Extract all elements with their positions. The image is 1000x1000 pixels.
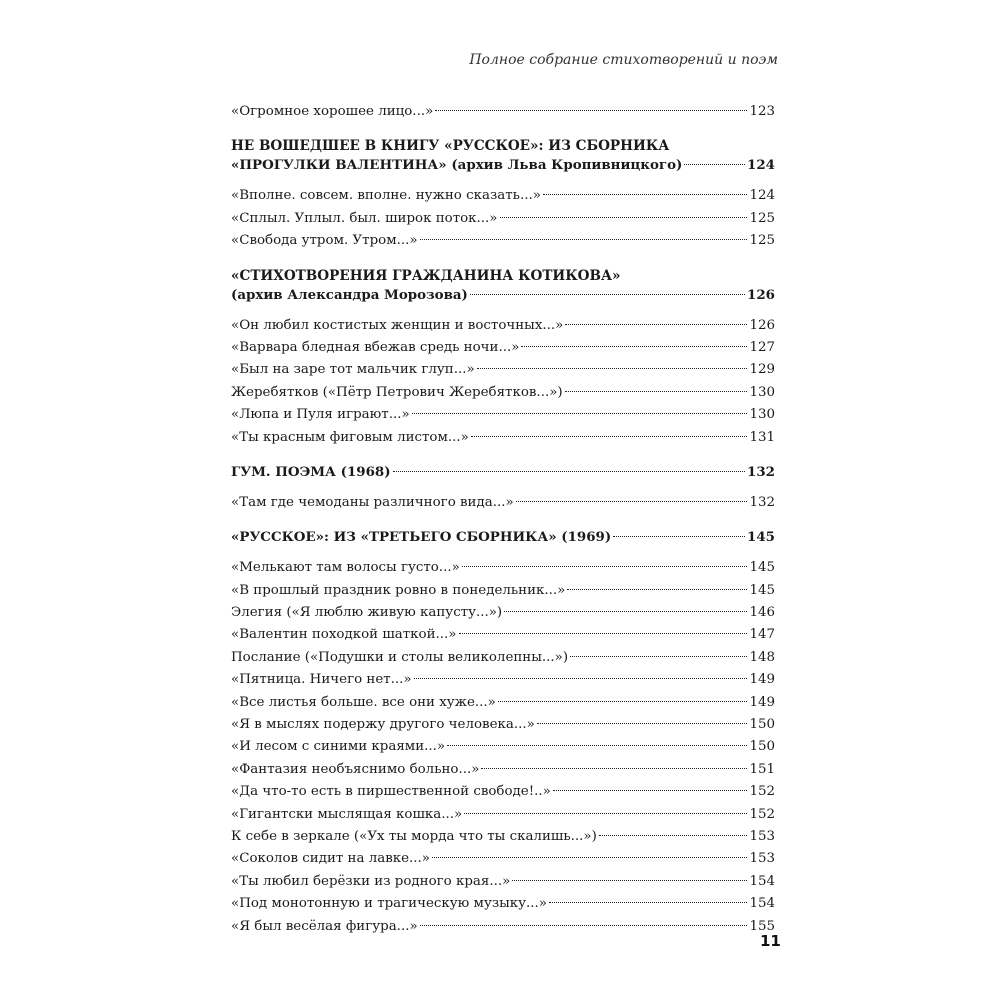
dot-leader xyxy=(565,324,747,325)
entry-page: 126 xyxy=(749,317,775,333)
toc-entry xyxy=(231,315,775,337)
toc-entry xyxy=(231,736,775,758)
section-page: 145 xyxy=(747,529,775,546)
entry-title: «Мелькают там волосы густо...» xyxy=(231,560,460,576)
toc-entry xyxy=(231,557,775,579)
dot-leader xyxy=(447,745,747,746)
section-heading-line: «СТИХОТВОРЕНИЯ ГРАЖДАНИНА КОТИКОВА» xyxy=(231,267,621,284)
entry-page: 123 xyxy=(749,104,775,119)
toc-entry xyxy=(231,230,775,252)
dot-leader xyxy=(420,239,748,240)
toc-entry xyxy=(231,692,775,714)
section-page: 132 xyxy=(747,463,775,480)
entry-title: Послание («Подушки и столы великолепны...») xyxy=(231,649,569,665)
entry-page: 149 xyxy=(749,694,775,710)
entry-title: «Огромное хорошее лицо...» xyxy=(231,104,434,119)
toc-entry xyxy=(231,101,775,123)
entry-page: 154 xyxy=(749,896,775,912)
entry-title: Жеребятков («Пётр Петрович Жеребятков...») xyxy=(231,384,563,400)
entry-page: 131 xyxy=(749,429,775,445)
section-entries xyxy=(231,557,775,938)
section-page: 124 xyxy=(747,157,775,174)
entry-title: К себе в зеркале («Ух ты морда что ты скалишь...») xyxy=(231,828,597,844)
toc-section-heading xyxy=(231,267,775,305)
section-heading-line: «ПРОГУЛКИ ВАЛЕНТИНА» (архив Льва Кропивницкого) xyxy=(231,157,683,174)
entry-page: 125 xyxy=(749,233,775,249)
toc-entry xyxy=(231,624,775,646)
entry-page: 149 xyxy=(749,672,775,688)
dot-leader xyxy=(420,925,748,926)
dot-leader xyxy=(613,536,745,537)
dot-leader xyxy=(477,368,748,369)
entry-title: «Сплыл. Уплыл. был. широк поток...» xyxy=(231,210,498,226)
dot-leader xyxy=(512,880,747,881)
entry-page: 150 xyxy=(749,739,775,755)
dot-leader xyxy=(565,391,748,392)
toc-section-heading xyxy=(231,463,775,482)
page-number: 11 xyxy=(760,932,781,950)
entry-page: 132 xyxy=(749,494,775,510)
dot-leader xyxy=(464,813,747,814)
toc-entry xyxy=(231,580,775,602)
entry-title: «Там где чемоданы различного вида...» xyxy=(231,494,514,510)
dot-leader xyxy=(504,611,747,612)
section-heading-line: НЕ ВОШЕДШЕЕ В КНИГУ «РУССКОЕ»: ИЗ СБОРНИКА xyxy=(231,138,670,155)
dot-leader xyxy=(549,902,747,903)
entry-page: 146 xyxy=(749,605,775,621)
entry-title: «И лесом с синими краями...» xyxy=(231,739,446,755)
entry-title: «Он любил костистых женщин и восточных...» xyxy=(231,317,564,333)
dot-leader xyxy=(553,790,748,791)
entry-title: «Вполне. совсем. вполне. нужно сказать...» xyxy=(231,188,541,204)
table-of-contents xyxy=(231,101,775,938)
entry-title: «Варвара бледная вбежав средь ночи...» xyxy=(231,339,520,355)
toc-entry xyxy=(231,804,775,826)
toc-entry xyxy=(231,427,775,449)
section-entries xyxy=(231,185,775,252)
entry-page: 147 xyxy=(749,627,775,643)
dot-leader xyxy=(393,471,745,472)
dot-leader xyxy=(459,633,748,634)
dot-leader xyxy=(570,656,747,657)
toc-entry xyxy=(231,492,775,514)
entry-title: «Соколов сидит на лавке...» xyxy=(231,851,431,867)
toc-entry xyxy=(231,916,775,938)
dot-leader xyxy=(684,164,745,165)
entry-page: 154 xyxy=(749,873,775,889)
dot-leader xyxy=(462,566,748,567)
toc-section-heading xyxy=(231,137,775,175)
toc-entry xyxy=(231,759,775,781)
entry-page: 130 xyxy=(749,407,775,423)
entry-page: 130 xyxy=(749,384,775,400)
entry-page: 125 xyxy=(749,210,775,226)
entry-title: «Фантазия необъяснимо больно...» xyxy=(231,761,480,777)
dot-leader xyxy=(481,768,747,769)
entry-title: «В прошлый праздник ровно в понедельник...» xyxy=(231,582,566,598)
dot-leader xyxy=(498,701,748,702)
toc-section-heading xyxy=(231,528,775,547)
toc-entry xyxy=(231,714,775,736)
dot-leader xyxy=(567,589,747,590)
toc-entry xyxy=(231,382,775,404)
entry-title: «Ты любил берёзки из родного края...» xyxy=(231,873,511,889)
dot-leader xyxy=(500,217,748,218)
entry-page: 151 xyxy=(749,761,775,777)
entry-title: «Люпа и Пуля играют...» xyxy=(231,407,410,423)
toc-entry xyxy=(231,826,775,848)
entry-page: 152 xyxy=(749,784,775,800)
toc-entry xyxy=(231,185,775,207)
entry-title: «Гигантски мыслящая кошка...» xyxy=(231,806,463,822)
dot-leader xyxy=(470,294,745,295)
running-title: Полное собрание стихотворений и поэм xyxy=(469,52,778,68)
dot-leader xyxy=(543,194,748,195)
entry-page: 155 xyxy=(749,918,775,934)
section-entries xyxy=(231,492,775,514)
toc-entry xyxy=(231,848,775,870)
toc-entry xyxy=(231,359,775,381)
entry-page: 153 xyxy=(749,851,775,867)
dot-leader xyxy=(471,436,748,437)
entry-title: «Я в мыслях подержу другого человека...» xyxy=(231,717,535,733)
toc-entry xyxy=(231,404,775,426)
entry-page: 150 xyxy=(749,717,775,733)
toc-entry xyxy=(231,871,775,893)
entry-title: «Ты красным фиговым листом...» xyxy=(231,429,469,445)
section-heading-line: «РУССКОЕ»: ИЗ «ТРЕТЬЕГО СБОРНИКА» (1969) xyxy=(231,529,612,546)
dot-leader xyxy=(516,501,748,502)
entry-title: «Был на заре тот мальчик глуп...» xyxy=(231,362,475,378)
entry-title: «Да что-то есть в пиршественной свободе!..» xyxy=(231,784,551,800)
toc-entry xyxy=(231,781,775,803)
entry-title: «Пятница. Ничего нет...» xyxy=(231,672,412,688)
toc-entry xyxy=(231,208,775,230)
entry-title: «Под монотонную и трагическую музыку...» xyxy=(231,896,548,912)
entry-page: 148 xyxy=(749,649,775,665)
dot-leader xyxy=(435,110,747,111)
entry-page: 129 xyxy=(749,362,775,378)
dot-leader xyxy=(412,413,748,414)
entry-page: 145 xyxy=(749,560,775,576)
dot-leader xyxy=(599,835,748,836)
toc-entry xyxy=(231,337,775,359)
toc-entry xyxy=(231,893,775,915)
dot-leader xyxy=(414,678,748,679)
entry-page: 127 xyxy=(749,339,775,355)
section-heading-line: ГУМ. ПОЭМА (1968) xyxy=(231,463,391,480)
entry-title: «Все листья больше. все они хуже...» xyxy=(231,694,496,710)
entry-title: «Я был весёлая фигура...» xyxy=(231,918,418,934)
section-heading-line: (архив Александра Морозова) xyxy=(231,286,468,303)
toc-entry xyxy=(231,669,775,691)
section-entries xyxy=(231,315,775,449)
entry-title: Элегия («Я люблю живую капусту...») xyxy=(231,605,503,621)
toc-entry xyxy=(231,647,775,669)
entry-page: 145 xyxy=(749,582,775,598)
entry-page: 153 xyxy=(749,828,775,844)
toc-entry xyxy=(231,602,775,624)
section-page: 126 xyxy=(747,286,775,303)
dot-leader xyxy=(432,857,747,858)
entry-title: «Валентин походкой шаткой...» xyxy=(231,627,457,643)
entry-page: 152 xyxy=(749,806,775,822)
entry-title: «Свобода утром. Утром...» xyxy=(231,233,418,249)
dot-leader xyxy=(537,723,748,724)
dot-leader xyxy=(521,346,747,347)
entry-page: 124 xyxy=(749,188,775,204)
